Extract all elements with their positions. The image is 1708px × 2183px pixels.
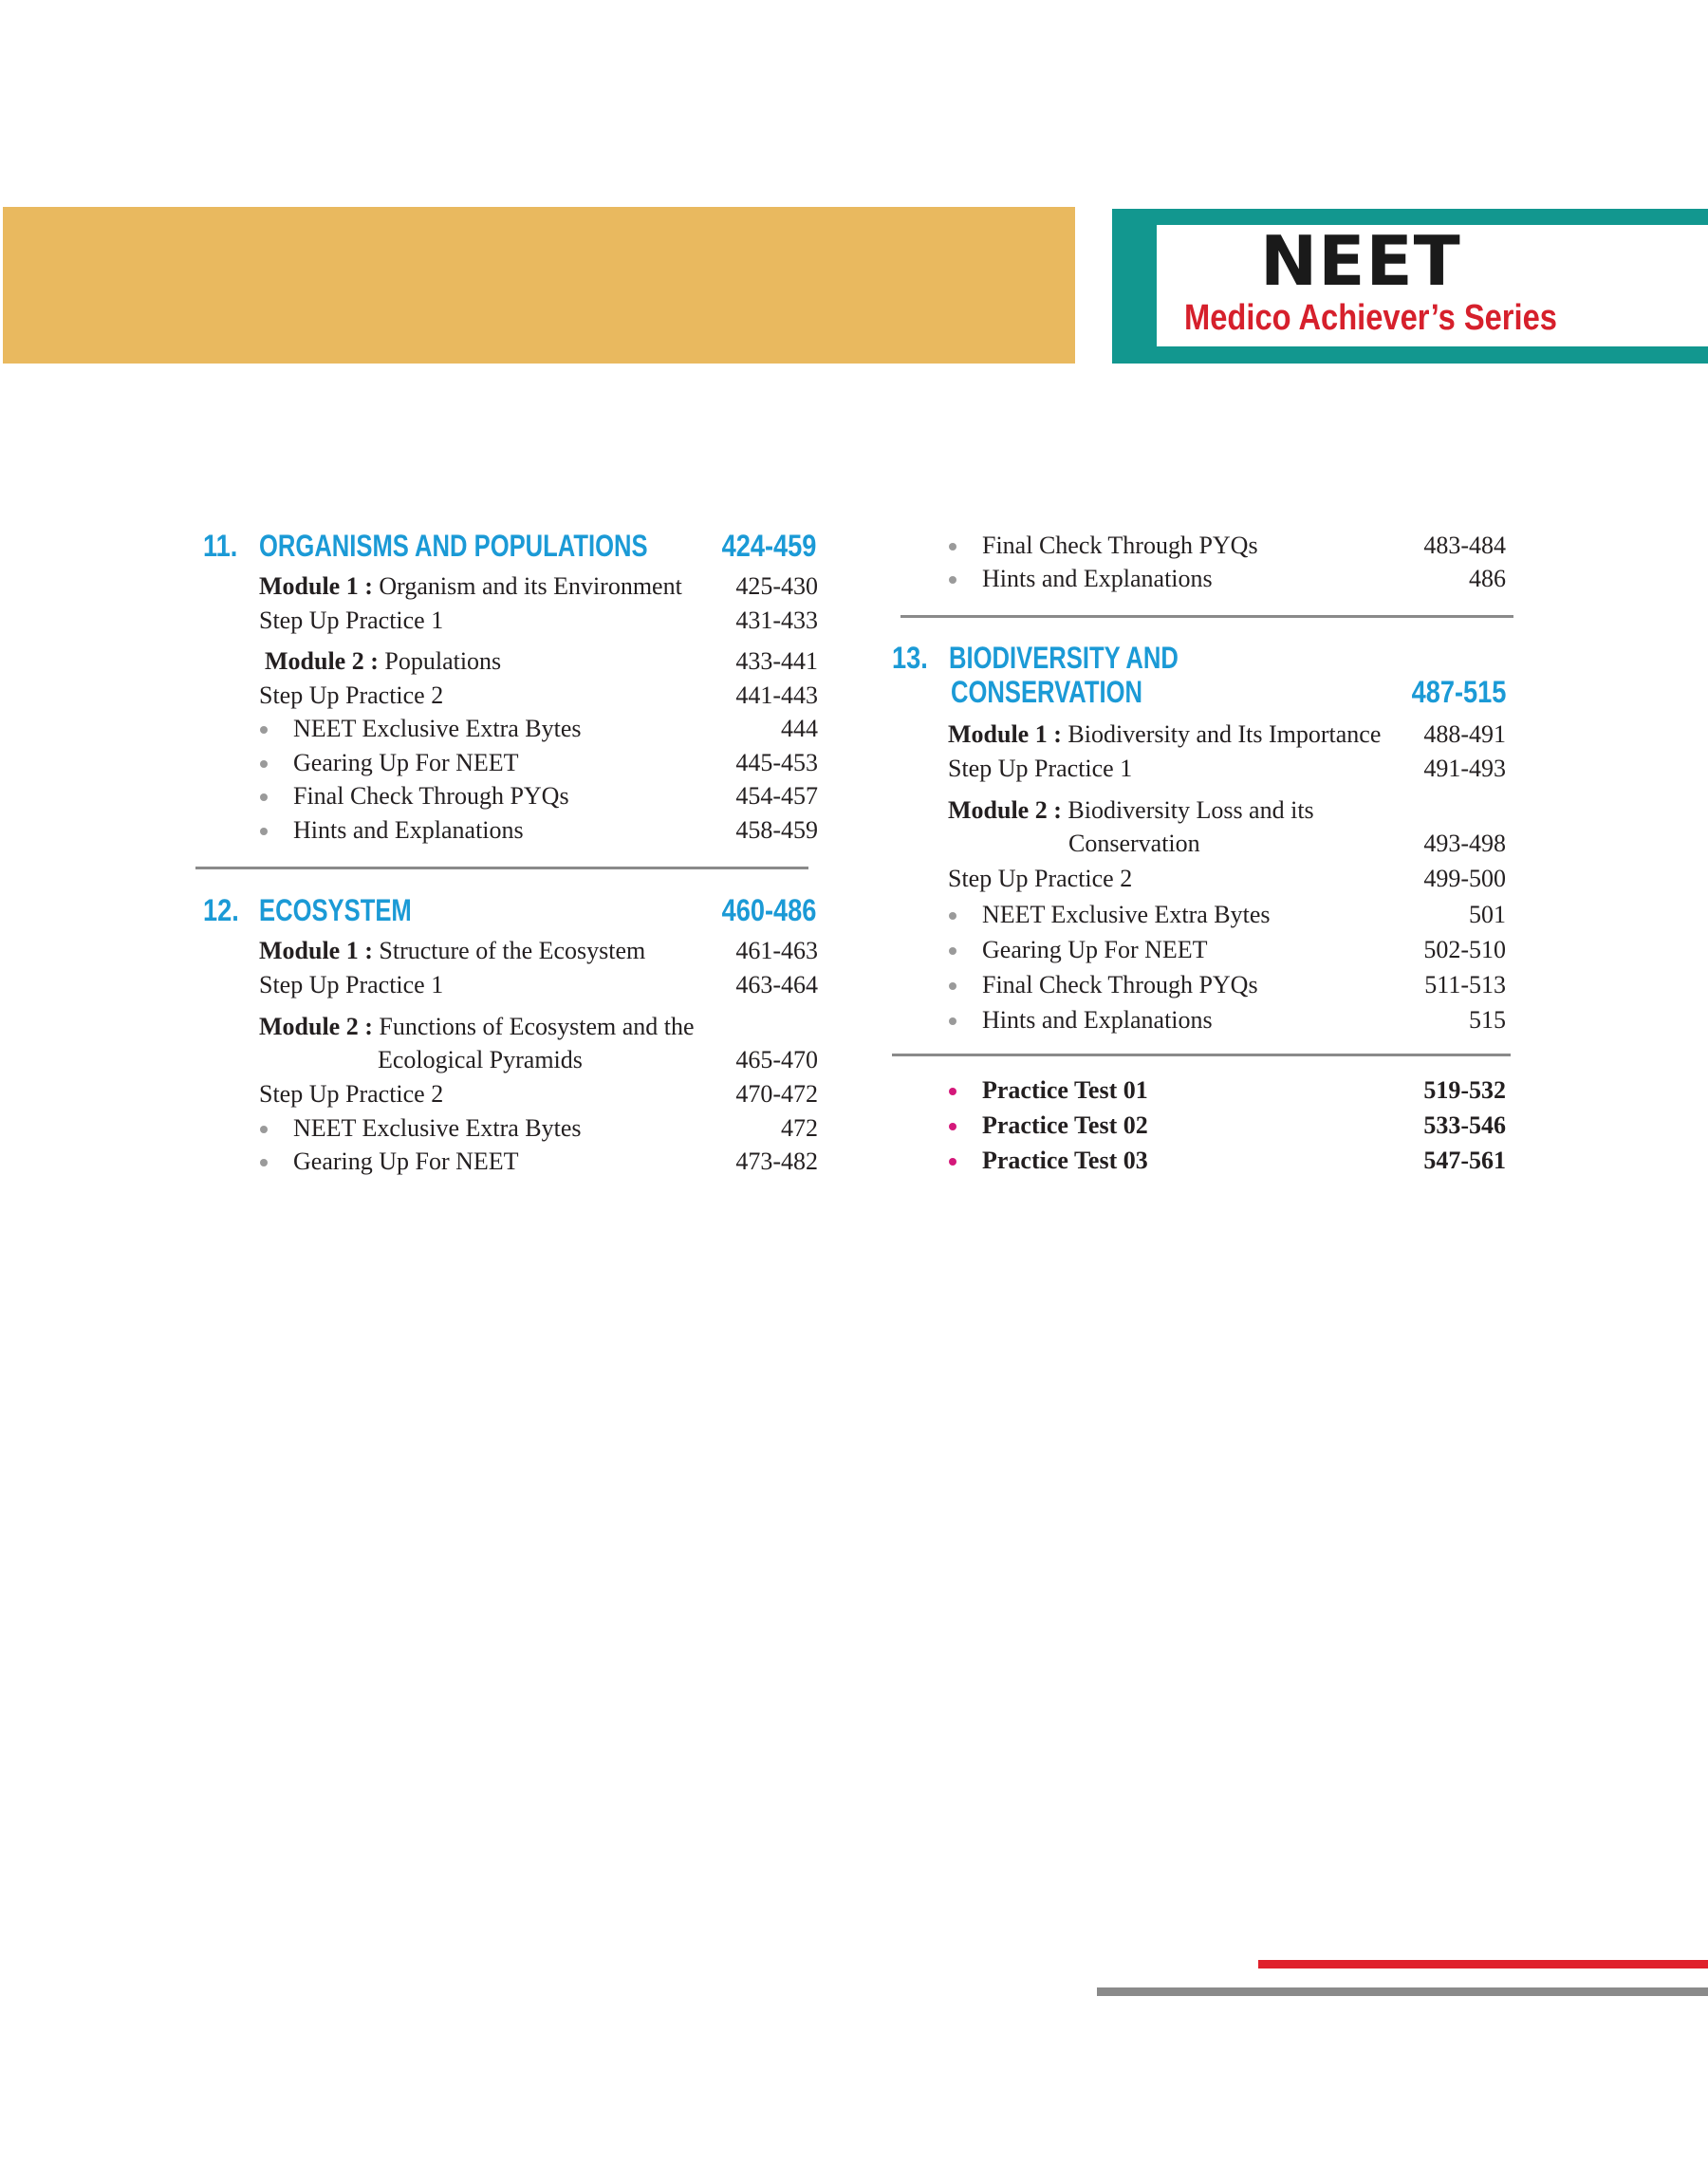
bullet-icon [949,576,956,584]
page-number: 486 [1469,565,1506,592]
footer-grey-stripe [1097,1987,1708,1996]
page-number: 483-484 [1423,532,1506,559]
toc-final-check: Final Check Through PYQs [982,971,1258,998]
toc-step-up-2: Step Up Practice 2 [259,681,444,709]
page-number: 431-433 [735,606,818,634]
bullet-icon [949,947,956,955]
page-number: 511-513 [1424,971,1506,998]
page-number: 501 [1469,901,1506,928]
page-number: 425-430 [735,572,818,600]
chapter-title: BIODIVERSITY AND [949,641,1179,675]
toc-gearing-up: Gearing Up For NEET [293,1147,519,1175]
section-divider [195,867,808,869]
toc-step-up-1: Step Up Practice 1 [259,971,444,998]
module-title: Biodiversity and Its Importance [1068,720,1382,748]
bullet-icon [949,1017,956,1025]
module-label: Module 1 : [259,937,373,964]
page-number: 441-443 [735,681,818,709]
toc-module-2 [259,1011,695,1043]
brand-series: Medico Achiever’s Series [1184,298,1557,338]
page-number: 465-470 [735,1046,818,1073]
bullet-icon [260,760,268,768]
footer-red-stripe [1258,1960,1708,1968]
chapter-title-continued: CONSERVATION [951,675,1142,709]
bullet-icon [260,726,268,734]
module-label: Module 2 : [948,796,1062,824]
toc-module-1 [259,570,682,603]
page-number: 433-441 [735,647,818,675]
practice-test-label: Practice Test 02 [982,1111,1148,1139]
toc-extra-bytes: NEET Exclusive Extra Bytes [293,715,582,742]
toc-extra-bytes: NEET Exclusive Extra Bytes [982,901,1271,928]
page-number: 463-464 [735,971,818,998]
bullet-icon [949,912,956,920]
toc-step-up-2: Step Up Practice 2 [948,865,1133,892]
toc-final-check: Final Check Through PYQs [982,532,1258,559]
toc-extra-bytes: NEET Exclusive Extra Bytes [293,1114,582,1142]
chapter-number: 11. [203,529,238,563]
page-number: 533-546 [1423,1111,1506,1139]
toc-module-2 [265,645,501,678]
module-title-continued: Ecological Pyramids [378,1046,583,1073]
toc-step-up-1: Step Up Practice 1 [948,755,1133,782]
module-title: Structure of the Ecosystem [379,937,646,964]
bullet-icon [260,828,268,835]
bullet-icon [260,793,268,801]
bullet-icon [260,1126,268,1133]
chapter-page-range: 487-515 [1411,675,1506,709]
bullet-icon [949,1158,956,1166]
header-orange-band [3,207,1075,364]
module-title: Functions of Ecosystem and the [379,1013,695,1040]
toc-step-up-1: Step Up Practice 1 [259,606,444,634]
toc-module-2 [948,794,1314,827]
chapter-page-range: 460-486 [721,893,816,927]
brand-title: NEET [1260,221,1461,301]
bullet-icon [949,1088,956,1095]
bullet-icon [949,1123,956,1130]
page-number: 470-472 [735,1080,818,1108]
page-number: 499-500 [1423,865,1506,892]
page-number: 473-482 [735,1147,818,1175]
page-number: 547-561 [1423,1147,1506,1174]
chapter-page-range: 424-459 [721,529,816,563]
module-label: Module 1 : [948,720,1062,748]
page-number: 458-459 [735,816,818,844]
toc-module-1 [259,935,645,967]
page-number: 444 [781,715,818,742]
page-number: 461-463 [735,937,818,964]
chapter-number: 12. [203,893,239,927]
bullet-icon [949,982,956,990]
page-number: 502-510 [1423,936,1506,963]
page-number: 445-453 [735,749,818,776]
page-number: 519-532 [1423,1076,1506,1104]
toc-final-check: Final Check Through PYQs [293,782,569,810]
page-number: 493-498 [1423,830,1506,857]
toc-gearing-up: Gearing Up For NEET [982,936,1208,963]
toc-step-up-2: Step Up Practice 2 [259,1080,444,1108]
practice-test-label: Practice Test 03 [982,1147,1148,1174]
chapter-title: ECOSYSTEM [259,893,412,927]
toc-module-1 [948,718,1381,751]
section-divider [892,1054,1511,1056]
chapter-number: 13. [892,641,928,675]
bullet-icon [260,1159,268,1166]
page-number: 488-491 [1423,720,1506,748]
chapter-title: ORGANISMS AND POPULATIONS [259,529,648,563]
module-title-continued: Conservation [1068,830,1200,857]
section-divider [900,615,1513,618]
toc-hints: Hints and Explanations [982,1006,1213,1034]
module-label: Module 1 : [259,572,373,600]
bullet-icon [949,543,956,550]
module-label: Module 2 : [259,1013,373,1040]
page-number: 454-457 [735,782,818,810]
practice-test-label: Practice Test 01 [982,1076,1148,1104]
page-number: 491-493 [1423,755,1506,782]
module-label: Module 2 : [265,647,379,675]
module-title: Biodiversity Loss and its [1068,796,1314,824]
module-title: Organism and its Environment [379,572,682,600]
toc-hints: Hints and Explanations [982,565,1213,592]
toc-hints: Hints and Explanations [293,816,524,844]
toc-gearing-up: Gearing Up For NEET [293,749,519,776]
module-title: Populations [384,647,502,675]
page-number: 515 [1469,1006,1506,1034]
page-number: 472 [781,1114,818,1142]
